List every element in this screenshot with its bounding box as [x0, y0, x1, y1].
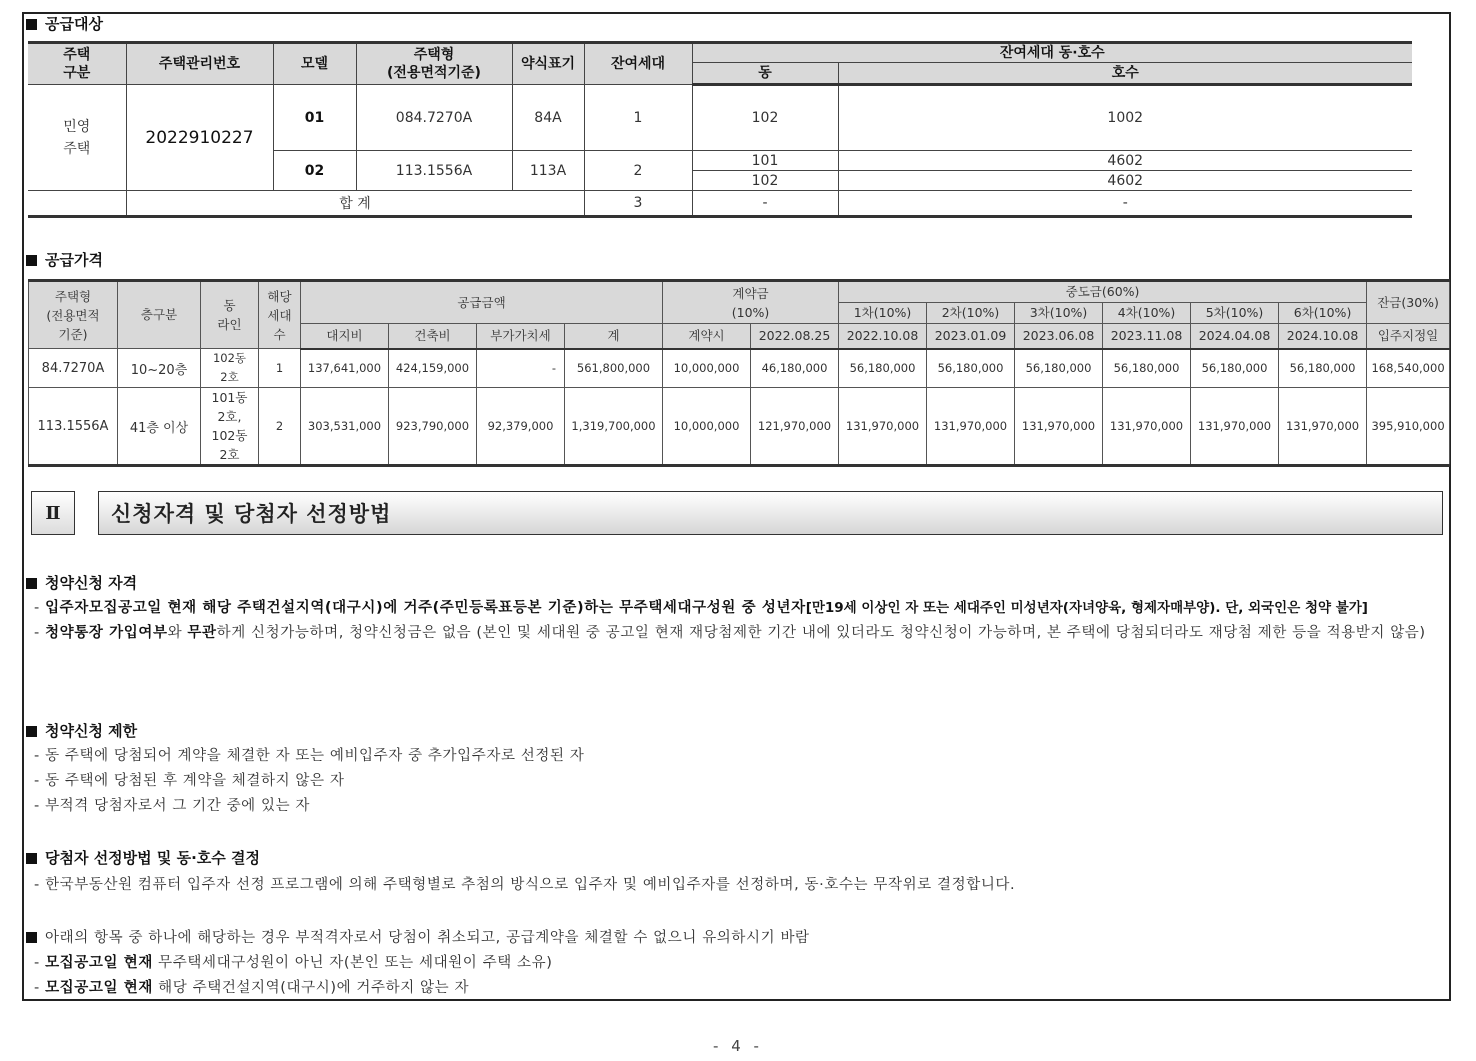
header-line: 동 라인 [201, 281, 259, 349]
header-abbr: 약식표기 [512, 43, 584, 85]
header-mid-date-4: 2023.11.08 [1103, 324, 1191, 349]
header-model: 모델 [273, 43, 356, 85]
header-sum: 계 [565, 324, 663, 349]
cell-type: 84.7270A [29, 349, 118, 388]
cell-mid-5: 56,180,000 [1191, 349, 1279, 388]
list-item: - 청약통장 가입여부와 무관하게 신청가능하며, 청약신청금은 없음 (본인 및 세대원 중 공고일 현재 재당첨제한 기간 내에 있더라도 청약신청이 가능하며, 본 주택에 당첨되더라도 재당첨 제한 등을 적용받지 않음) [34, 625, 1426, 641]
cell-floor: 41층 이상 [118, 388, 201, 466]
cell-contract-2: 121,970,000 [751, 388, 839, 466]
list-item: - 모집공고일 현재 무주택세대구성원이 아닌 자(본인 또는 세대원이 주택 소유) [34, 955, 553, 971]
cell-line: 101동 2호, 102동 2호 [201, 388, 259, 466]
cancel-title: 아래의 항목 중 하나에 해당하는 경우 부적격자로서 당첨이 취소되고, 공급계약을 체결할 수 없으니 유의하시기 바람 [26, 926, 1436, 951]
header-mid-date-2: 2023.01.09 [927, 324, 1015, 349]
selection-list [34, 873, 1444, 898]
header-vat: 부가가치세 [477, 324, 565, 349]
supply-target-table [28, 41, 1412, 218]
cell-sum: 1,319,700,000 [565, 388, 663, 466]
cell-type: 113.1556A [29, 388, 118, 466]
cell-contract-1: 10,000,000 [663, 388, 751, 466]
cell-units: 2 [259, 388, 301, 466]
table-row [29, 388, 1450, 466]
qualification-list [34, 596, 1444, 646]
list-item: - 동 주택에 당첨되어 계약을 체결한 자 또는 예비입주자 중 추가입주자로 선정된 자 [34, 748, 585, 764]
cell-mid-4: 56,180,000 [1103, 349, 1191, 388]
limit-title: 청약신청 제한 [26, 720, 137, 741]
limit-list [34, 744, 1444, 819]
cell-balance: 168,540,000 [1367, 349, 1450, 388]
header-mid-5: 5차(10%) [1191, 303, 1279, 324]
cell-ho: 4602 [838, 151, 1412, 171]
header-mid-6: 6차(10%) [1279, 303, 1367, 324]
header-balance-date: 입주지정일 [1367, 324, 1450, 349]
cell-type: 113.1556A [356, 151, 512, 191]
cell-abbr: 113A [512, 151, 584, 191]
table-row [29, 349, 1450, 388]
selection-title: 당첨자 선정방법 및 동·호수 결정 [26, 847, 260, 868]
cell-ho: 1002 [838, 85, 1412, 151]
header-mid-payment: 중도금(60%) [839, 281, 1367, 303]
header-mid-date-3: 2023.06.08 [1015, 324, 1103, 349]
page-number: - 4 - [713, 1037, 763, 1055]
list-item: - 동 주택에 당첨된 후 계약을 체결하지 않은 자 [34, 773, 345, 789]
cell-land: 303,531,000 [301, 388, 389, 466]
cell-contract-2: 46,180,000 [751, 349, 839, 388]
cell-total-ho: - [838, 191, 1412, 217]
cell-mid-1: 56,180,000 [839, 349, 927, 388]
header-contract: 계약금 (10%) [663, 281, 839, 324]
header-ho: 호수 [838, 63, 1412, 85]
cell-sum: 561,800,000 [565, 349, 663, 388]
header-units: 해당 세대 수 [259, 281, 301, 349]
list-item: - 부적격 당첨자로서 그 기간 중에 있는 자 [34, 798, 311, 814]
cell-type: 084.7270A [356, 85, 512, 151]
header-mid-date-6: 2024.10.08 [1279, 324, 1367, 349]
header-mid-1: 1차(10%) [839, 303, 927, 324]
list-item: - 한국부동산원 컴퓨터 입주자 선정 프로그램에 의해 주택형별로 추첨의 방식으로 입주자 및 예비입주자를 선정하며, 동·호수는 무작위로 결정합니다. [34, 877, 1016, 893]
cell-dong: 101 [692, 151, 838, 171]
cell-mid-5: 131,970,000 [1191, 388, 1279, 466]
chapter-number: Ⅱ [31, 491, 75, 535]
cell-model: 01 [273, 85, 356, 151]
cell-balance: 395,910,000 [1367, 388, 1450, 466]
header-dongho: 잔여세대 동·호수 [692, 43, 1412, 63]
header-supply-amount: 공급금액 [301, 281, 663, 324]
cell-mid-3: 56,180,000 [1015, 349, 1103, 388]
cell-dong: 102 [692, 171, 838, 191]
header-remain: 잔여세대 [584, 43, 692, 85]
cell-land: 137,641,000 [301, 349, 389, 388]
header-contract-date: 2022.08.25 [751, 324, 839, 349]
header-balance: 잔금(30%) [1367, 281, 1450, 324]
cell-floor: 10~20층 [118, 349, 201, 388]
list-item: - 모집공고일 현재 해당 주택건설지역(대구시)에 거주하지 않는 자 [34, 980, 470, 996]
cell-dong: 102 [692, 85, 838, 151]
cell-mgmt-no: 2022910227 [126, 85, 273, 191]
cell-build: 923,790,000 [389, 388, 477, 466]
cell-mid-1: 131,970,000 [839, 388, 927, 466]
supply-price-table [28, 279, 1450, 467]
cell-remain: 1 [584, 85, 692, 151]
cell-house-kind: 민영 주택 [28, 85, 126, 191]
cell-vat: - [477, 349, 565, 388]
header-mid-4: 4차(10%) [1103, 303, 1191, 324]
cell-total-dong: - [692, 191, 838, 217]
cell-remain: 2 [584, 151, 692, 191]
cell-mid-6: 131,970,000 [1279, 388, 1367, 466]
section-supply-price-title: 공급가격 [26, 249, 103, 270]
cell-mid-2: 131,970,000 [927, 388, 1015, 466]
header-land: 대지비 [301, 324, 389, 349]
cell-total-label: 합 계 [126, 191, 584, 217]
header-build: 건축비 [389, 324, 477, 349]
header-type: 주택형 (전용면적 기준) [29, 281, 118, 349]
cell-contract-1: 10,000,000 [663, 349, 751, 388]
cell-ho: 4602 [838, 171, 1412, 191]
cell-model: 02 [273, 151, 356, 191]
cell-line: 102동 2호 [201, 349, 259, 388]
header-mgmt-no: 주택관리번호 [126, 43, 273, 85]
cell-mid-6: 56,180,000 [1279, 349, 1367, 388]
cell-mid-4: 131,970,000 [1103, 388, 1191, 466]
cell-mid-2: 56,180,000 [927, 349, 1015, 388]
cell-total: 3 [584, 191, 692, 217]
cell-vat: 92,379,000 [477, 388, 565, 466]
header-floor: 층구분 [118, 281, 201, 349]
cancel-list [34, 951, 1444, 1001]
header-contract-at: 계약시 [663, 324, 751, 349]
section-supply-target-title: 공급대상 [26, 13, 103, 34]
cell-build: 424,159,000 [389, 349, 477, 388]
header-mid-date-1: 2022.10.08 [839, 324, 927, 349]
header-mid-date-5: 2024.04.08 [1191, 324, 1279, 349]
qualification-title: 청약신청 자격 [26, 572, 137, 593]
cell-units: 1 [259, 349, 301, 388]
cell-empty [28, 191, 126, 217]
header-house-kind: 주택 구분 [28, 43, 126, 85]
cell-abbr: 84A [512, 85, 584, 151]
header-house-type: 주택형 (전용면적기준) [356, 43, 512, 85]
chapter-title: 신청자격 및 당첨자 선정방법 [98, 491, 1443, 535]
list-item: - 입주자모집공고일 현재 해당 주택건설지역(대구시)에 거주(주민등록표등본 기준)하는 무주택세대구성원 중 성년자[만19세 이상인 자 또는 세대주인 미성년자(자녀양육, 형제자매부양). 단, 외국인은 청약 불가] [34, 600, 1368, 616]
header-mid-3: 3차(10%) [1015, 303, 1103, 324]
header-mid-2: 2차(10%) [927, 303, 1015, 324]
cell-mid-3: 131,970,000 [1015, 388, 1103, 466]
header-dong: 동 [692, 63, 838, 85]
